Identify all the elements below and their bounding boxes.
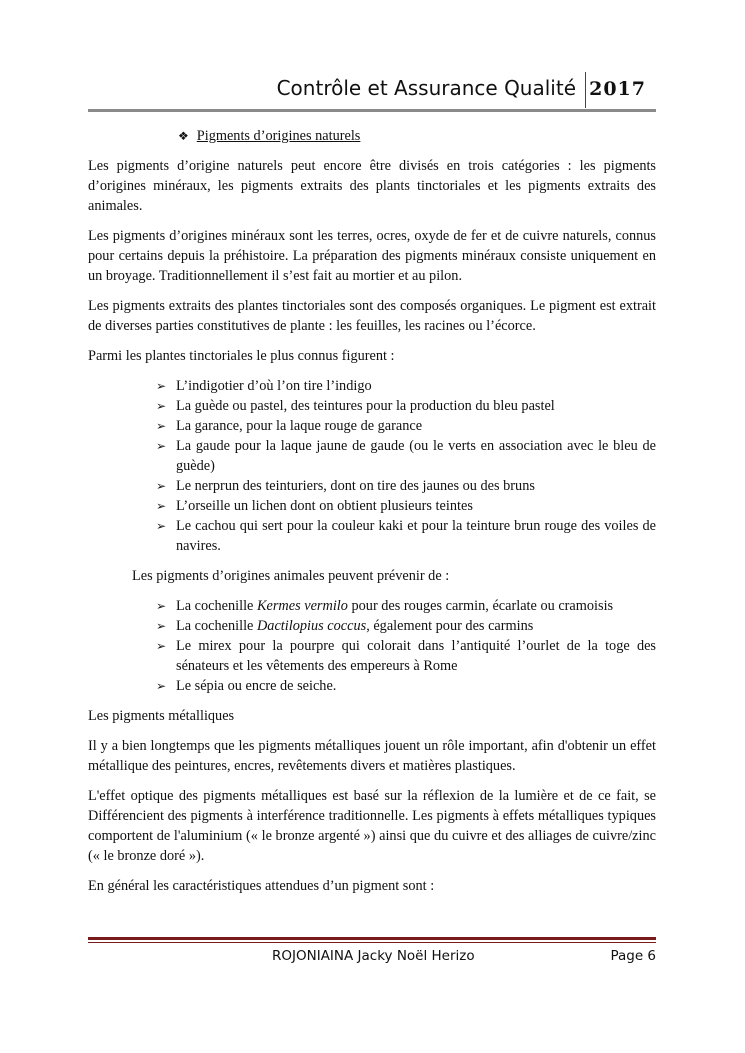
footer-rule-thin (88, 942, 656, 943)
list-item: ➢ La cochenille Dactilopius coccus, également pour des carmins (156, 618, 534, 634)
arrow-bullet-icon: ➢ (156, 399, 167, 413)
metallic-heading: Les pigments métalliques (88, 708, 235, 724)
document-body (88, 126, 656, 906)
header-rule (88, 109, 656, 112)
paragraph-metallic-optics: L'effet optique des pigments métalliques est basé sur la réflexion de la lumière et de ce fait, se Différencient des pigments à interférence traditionnelle. Les pigments à effets métalliques typiques comportent de l'aluminium (« le bronze argenté ») ainsi que du cuivre et des alliages de cuivre/zinc (« le bronze doré »). (88, 788, 656, 864)
header-separator (585, 72, 586, 108)
header-year: 2017 (589, 78, 646, 100)
list-item: ➢ L’orseille un lichen dont on obtient plusieurs teintes (156, 498, 473, 514)
paragraph-plants-intro: Parmi les plantes tinctoriales le plus connus figurent : (88, 348, 395, 364)
arrow-bullet-icon: ➢ (156, 639, 167, 653)
list-item: ➢ La guède ou pastel, des teintures pour la production du bleu pastel (156, 398, 555, 414)
arrow-bullet-icon: ➢ (156, 439, 167, 453)
paragraph-mineral-pigments: Les pigments d’origines minéraux sont les terres, ocres, oxyde de fer et de cuivre naturels, connus pour certains depuis la préhistoire. La préparation des pigments minéraux consiste uniquement en un broyage. Traditionnellement il s’est fait au mortier et au pilon. (88, 228, 656, 284)
page-number: Page 6 (610, 948, 656, 964)
plants-list (88, 376, 656, 556)
list-item: ➢ La cochenille Kermes vermilo pour des rouges carmin, écarlate ou cramoisis (156, 598, 614, 614)
arrow-bullet-icon: ➢ (156, 379, 167, 393)
arrow-bullet-icon: ➢ (156, 599, 167, 613)
section-heading-text: Pigments d’origines naturels (196, 128, 361, 144)
list-item: ➢ La gaude pour la laque jaune de gaude (ou le verts en association avec le bleu de guède) (156, 438, 656, 474)
page-header (88, 72, 656, 112)
animal-list (88, 596, 656, 696)
footer-rule (88, 937, 656, 940)
paragraph-plant-pigments: Les pigments extraits des plantes tinctoriales sont des composés organiques. Le pigment est extrait de diverses parties constitutives de plante : les feuilles, les racines ou l’écorce. (88, 298, 656, 334)
arrow-bullet-icon: ➢ (156, 419, 167, 433)
arrow-bullet-icon: ➢ (156, 499, 167, 513)
list-item: ➢ Le mirex pour la pourpre qui colorait dans l’antiquité l’ourlet de la toge des sénateurs et les vêtements des empereurs à Rome (156, 638, 656, 674)
header-title: Contrôle et Assurance Qualité (276, 76, 576, 100)
paragraph-characteristics-intro: En général les caractéristiques attendues d’un pigment sont : (88, 878, 435, 894)
arrow-bullet-icon: ➢ (156, 519, 167, 533)
list-item: ➢ Le cachou qui sert pour la couleur kaki et pour la teinture brun rouge des voiles de navires. (156, 518, 656, 554)
diamond-bullet-icon: ❖ (178, 129, 189, 143)
arrow-bullet-icon: ➢ (156, 679, 167, 693)
list-item: ➢ Le sépia ou encre de seiche. (156, 678, 337, 694)
paragraph-natural-categories: Les pigments d’origine naturels peut encore être divisés en trois catégories : les pigments d’origines minéraux, les pigments extraits des plants tinctoriales et les pigments extraits des animales. (88, 158, 656, 214)
section-heading (88, 126, 656, 146)
arrow-bullet-icon: ➢ (156, 479, 167, 493)
list-item: ➢ La garance, pour la laque rouge de garance (156, 418, 423, 434)
paragraph-metallic-history: Il y a bien longtemps que les pigments métalliques jouent un rôle important, afin d'obtenir un effet métallique des peintures, encres, revêtements divers et matières plastiques. (88, 738, 656, 774)
arrow-bullet-icon: ➢ (156, 619, 167, 633)
list-item: ➢ Le nerprun des teinturiers, dont on tire des jaunes ou des bruns (156, 478, 535, 494)
list-item: ➢ L’indigotier d’où l’on tire l’indigo (156, 378, 372, 394)
footer-author: ROJONIAINA Jacky Noël Herizo (272, 948, 475, 964)
paragraph-animal-intro: Les pigments d’origines animales peuvent prévenir de : (132, 568, 450, 584)
